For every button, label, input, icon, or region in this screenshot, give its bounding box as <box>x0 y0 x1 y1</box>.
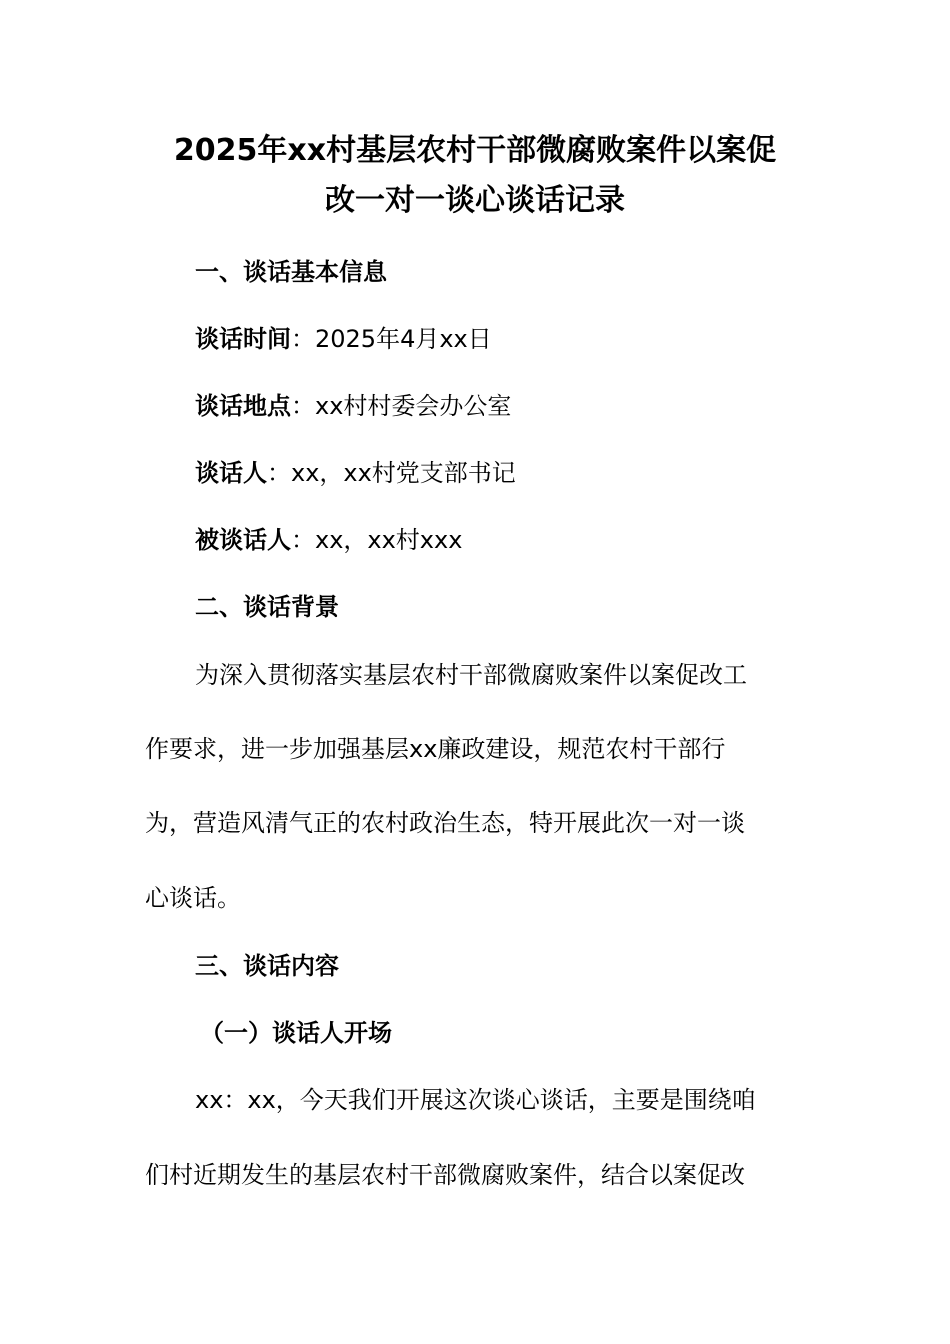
field-label: 谈话人 <box>195 459 267 487</box>
document-title-line-2: 改一对一谈心谈话记录 <box>325 183 625 218</box>
background-paragraph-line: 心谈话。 <box>145 884 241 912</box>
field-label: 被谈话人 <box>195 526 291 554</box>
document-title-line-1: 2025年xx村基层农村干部微腐败案件以案促 <box>173 133 777 168</box>
field-label: 谈话地点 <box>195 392 291 420</box>
section-2-heading: 二、谈话背景 <box>195 593 339 621</box>
background-paragraph-line: 为，营造风清气正的农村政治生态，特开展此次一对一谈 <box>145 809 745 837</box>
field-value: ：2025年4月xx日 <box>291 325 492 353</box>
field-talk-time <box>195 324 492 354</box>
content-paragraph-line: 们村近期发生的基层农村干部微腐败案件，结合以案促改 <box>145 1161 745 1189</box>
field-interviewer <box>195 458 516 488</box>
field-label: 谈话时间 <box>195 325 291 353</box>
field-talk-location <box>195 391 511 421</box>
section-3-subheading: （一）谈话人开场 <box>200 1019 392 1047</box>
field-value: ：xx村村委会办公室 <box>291 392 512 420</box>
field-value: ：xx，xx村xxx <box>291 526 463 554</box>
field-interviewee <box>195 525 462 555</box>
field-value: ：xx，xx村党支部书记 <box>267 459 516 487</box>
section-3-heading: 三、谈话内容 <box>195 952 339 980</box>
background-paragraph-line: 为深入贯彻落实基层农村干部微腐败案件以案促改工 <box>195 661 747 689</box>
content-paragraph-line: xx：xx，今天我们开展这次谈心谈话，主要是围绕咱 <box>195 1086 756 1114</box>
background-paragraph-line: 作要求，进一步加强基层xx廉政建设，规范农村干部行 <box>145 735 726 763</box>
section-1-heading: 一、谈话基本信息 <box>195 258 387 286</box>
